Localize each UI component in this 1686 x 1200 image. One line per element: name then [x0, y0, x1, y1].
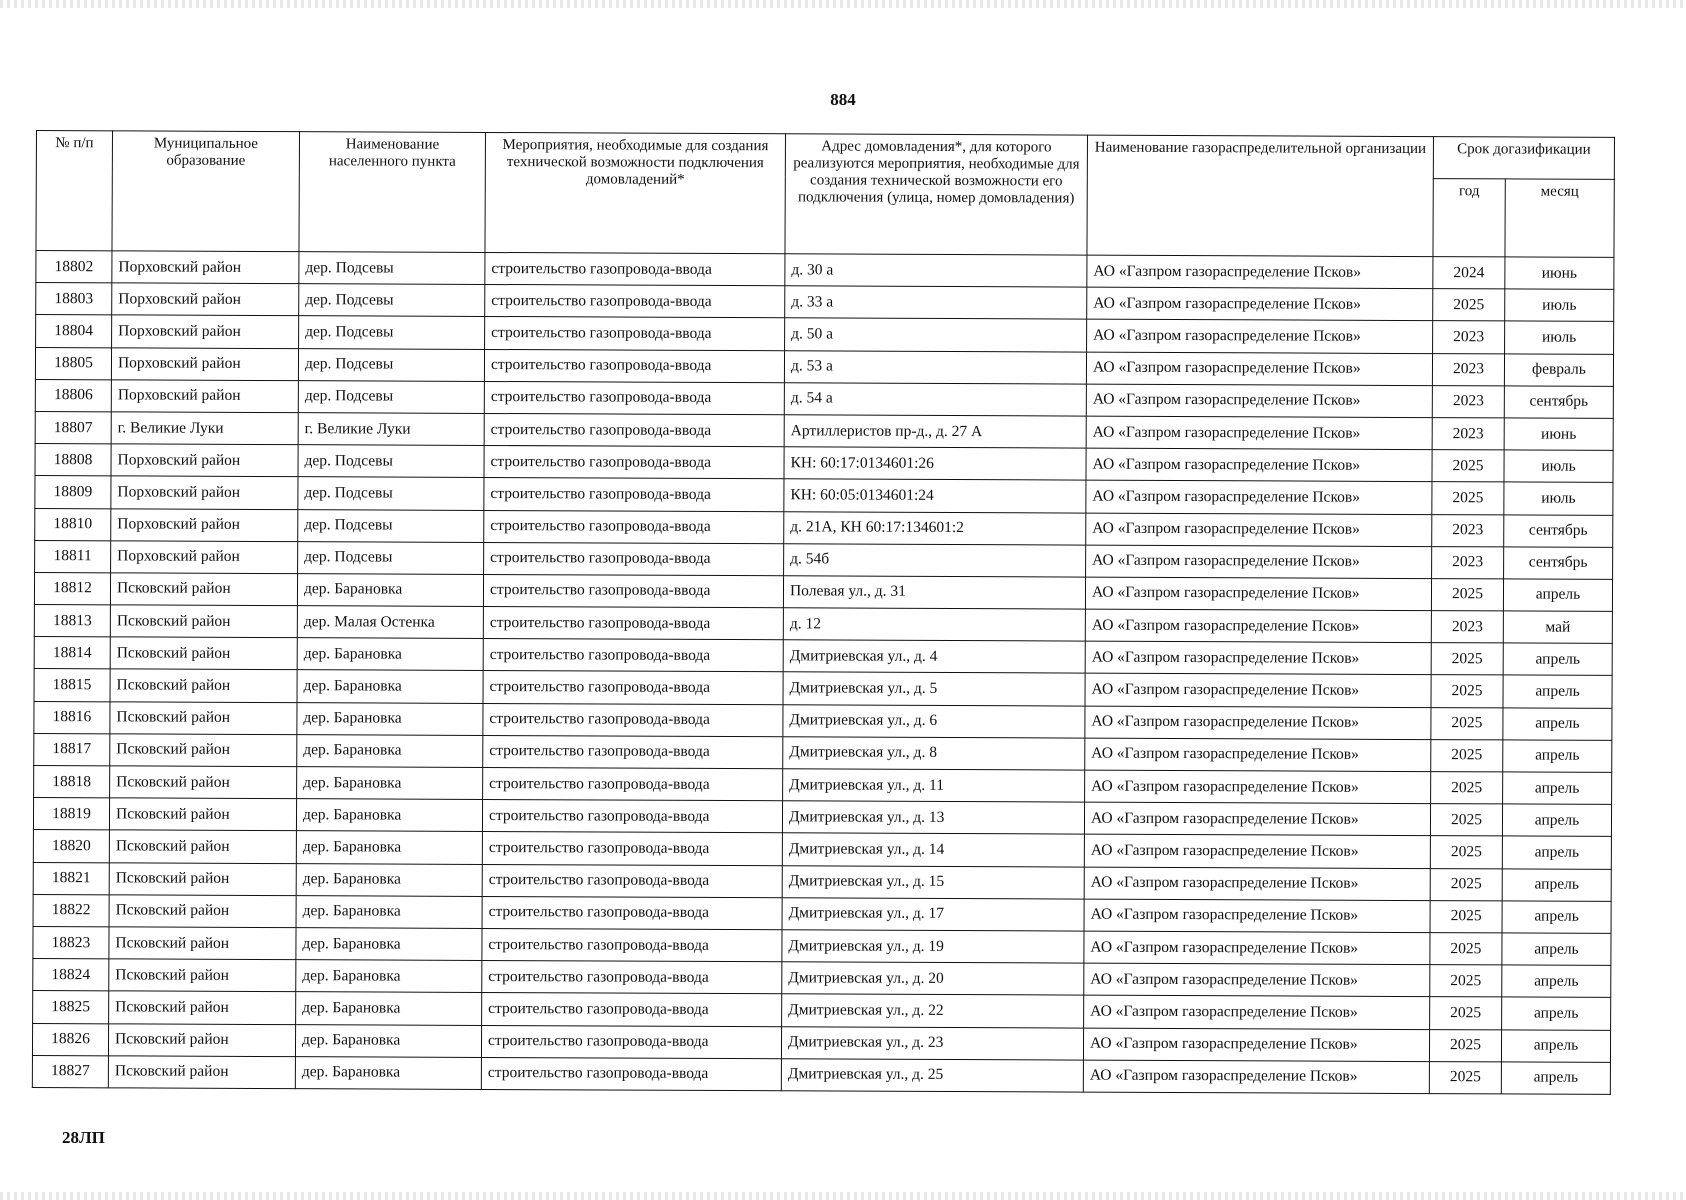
cell-number: 18825: [33, 991, 109, 1024]
cell-address: Дмитриевская ул., д. 17: [782, 898, 1084, 932]
cell-month: июль: [1504, 482, 1613, 515]
cell-address: д. 12: [783, 608, 1085, 642]
page-number: 884: [830, 90, 856, 109]
header-municipality: Муниципальное образование: [112, 131, 300, 252]
cell-year: 2025: [1430, 836, 1502, 869]
cell-locality: дер. Подсевы: [298, 380, 484, 413]
cell-organization: АО «Газпром газораспределение Псков»: [1086, 448, 1432, 482]
table-body: [32, 251, 1614, 1095]
cell-month: май: [1503, 611, 1612, 644]
cell-organization: АО «Газпром газораспределение Псков»: [1084, 834, 1430, 868]
cell-activities: строительство газопровода-ввода: [485, 317, 785, 350]
cell-locality: дер. Барановка: [297, 702, 483, 735]
cell-organization: АО «Газпром газораспределение Псков»: [1086, 513, 1432, 547]
cell-number: 18808: [35, 444, 111, 477]
cell-activities: строительство газопровода-ввода: [483, 735, 783, 768]
cell-year: 2025: [1432, 482, 1504, 515]
cell-number: 18812: [34, 572, 110, 605]
cell-organization: АО «Газпром газораспределение Псков»: [1087, 319, 1433, 353]
cell-number: 18818: [34, 765, 110, 798]
cell-year: 2025: [1430, 965, 1502, 998]
cell-activities: строительство газопровода-ввода: [485, 285, 785, 318]
cell-month: апрель: [1503, 579, 1612, 612]
cell-municipality: Порховский район: [112, 283, 299, 316]
cell-organization: АО «Газпром газораспределение Псков»: [1086, 480, 1432, 514]
header-locality: Наименование населенного пункта: [299, 132, 486, 253]
cell-address: Дмитриевская ул., д. 4: [783, 640, 1085, 674]
cell-address: Дмитриевская ул., д. 6: [783, 704, 1085, 738]
cell-number: 18803: [36, 283, 112, 316]
cell-year: 2023: [1432, 546, 1504, 579]
cell-municipality: Порховский район: [112, 315, 299, 348]
cell-address: д. 21А, КН 60:17:134601:2: [784, 511, 1086, 545]
cell-month: июль: [1505, 289, 1614, 322]
cell-address: Артиллеристов пр-д., д. 27 А: [784, 415, 1086, 449]
cell-organization: АО «Газпром газораспределение Псков»: [1084, 963, 1430, 997]
header-month: месяц: [1505, 179, 1614, 257]
cell-municipality: Порховский район: [111, 541, 298, 574]
cell-year: 2025: [1430, 868, 1502, 901]
cell-address: Дмитриевская ул., д. 19: [782, 930, 1084, 964]
cell-locality: дер. Барановка: [297, 734, 483, 767]
cell-address: Дмитриевская ул., д. 11: [783, 769, 1085, 803]
cell-activities: строительство газопровода-ввода: [484, 510, 784, 543]
cell-locality: дер. Барановка: [297, 638, 483, 671]
cell-number: 18819: [33, 798, 109, 831]
cell-month: сентябрь: [1504, 386, 1613, 419]
cell-municipality: Псковский район: [109, 862, 296, 895]
cell-month: апрель: [1502, 933, 1611, 966]
cell-month: сентябрь: [1504, 514, 1613, 547]
cell-address: д. 50 а: [785, 318, 1087, 352]
cell-locality: дер. Подсевы: [298, 541, 484, 574]
cell-number: 18813: [34, 605, 110, 638]
cell-month: апрель: [1501, 1029, 1610, 1062]
cell-year: 2025: [1433, 289, 1505, 322]
cell-address: Полевая ул., д. 31: [783, 576, 1085, 610]
cell-organization: АО «Газпром газораспределение Псков»: [1084, 995, 1430, 1029]
cell-year: 2025: [1429, 1061, 1501, 1094]
cell-number: 18822: [33, 894, 109, 927]
cell-activities: строительство газопровода-ввода: [483, 607, 783, 640]
cell-activities: строительство газопровода-ввода: [483, 639, 783, 672]
cell-municipality: Порховский район: [111, 508, 298, 541]
cell-organization: АО «Газпром газораспределение Псков»: [1085, 738, 1431, 772]
cell-organization: АО «Газпром газораспределение Псков»: [1085, 609, 1431, 643]
cell-organization: АО «Газпром газораспределение Псков»: [1086, 384, 1432, 418]
cell-activities: строительство газопровода-ввода: [482, 832, 782, 865]
cell-municipality: Порховский район: [111, 476, 298, 509]
cell-month: июль: [1504, 450, 1613, 483]
cell-locality: дер. Барановка: [295, 1056, 481, 1089]
cell-address: д. 54 а: [784, 383, 1086, 417]
cell-activities: строительство газопровода-ввода: [482, 961, 782, 994]
cell-municipality: г. Великие Луки: [111, 412, 298, 445]
cell-month: апрель: [1503, 675, 1612, 708]
cell-address: д. 33 а: [785, 286, 1087, 320]
gasification-table: [32, 130, 1615, 1095]
cell-year: 2023: [1432, 385, 1504, 418]
cell-number: 18816: [34, 701, 110, 734]
cell-activities: строительство газопровода-ввода: [484, 381, 784, 414]
cell-municipality: Порховский район: [111, 347, 298, 380]
cell-locality: дер. Подсевы: [298, 445, 484, 478]
cell-month: апрель: [1503, 740, 1612, 773]
cell-municipality: Порховский район: [111, 444, 298, 477]
cell-organization: АО «Газпром газораспределение Псков»: [1084, 802, 1430, 836]
cell-year: 2025: [1429, 1029, 1501, 1062]
cell-organization: АО «Газпром газораспределение Псков»: [1084, 867, 1430, 901]
cell-year: 2024: [1433, 257, 1505, 290]
cell-activities: строительство газопровода-ввода: [482, 928, 782, 961]
cell-locality: дер. Барановка: [296, 992, 482, 1025]
cell-month: июнь: [1504, 418, 1613, 451]
cell-year: 2025: [1432, 450, 1504, 483]
cell-year: 2025: [1430, 804, 1502, 837]
cell-locality: дер. Барановка: [295, 1024, 481, 1057]
cell-number: 18826: [32, 1023, 108, 1056]
cell-organization: АО «Газпром газораспределение Псков»: [1086, 545, 1432, 579]
cell-month: апрель: [1502, 997, 1611, 1030]
cell-municipality: Псковский район: [109, 830, 296, 863]
cell-year: 2025: [1431, 643, 1503, 676]
cell-address: Дмитриевская ул., д. 15: [782, 865, 1084, 899]
cell-address: д. 30 а: [785, 254, 1087, 288]
cell-activities: строительство газопровода-ввода: [482, 864, 782, 897]
cell-organization: АО «Газпром газораспределение Псков»: [1085, 770, 1431, 804]
cell-month: февраль: [1504, 353, 1613, 386]
cell-municipality: Псковский район: [110, 637, 297, 670]
cell-number: 18806: [35, 379, 111, 412]
cell-year: 2023: [1432, 353, 1504, 386]
header-number: № п/п: [36, 131, 113, 251]
cell-locality: дер. Барановка: [296, 928, 482, 961]
cell-number: 18827: [32, 1055, 108, 1088]
cell-number: 18815: [34, 669, 110, 702]
cell-number: 18804: [36, 315, 112, 348]
cell-month: апрель: [1503, 772, 1612, 805]
header-term: Срок догазификации: [1433, 137, 1614, 180]
cell-year: 2023: [1432, 418, 1504, 451]
cell-locality: дер. Барановка: [296, 799, 482, 832]
cell-year: 2023: [1433, 321, 1505, 354]
cell-municipality: Псковский район: [110, 573, 297, 606]
cell-year: 2025: [1431, 578, 1503, 611]
cell-number: 18820: [33, 830, 109, 863]
cell-municipality: Псковский район: [108, 1056, 295, 1089]
cell-organization: АО «Газпром газораспределение Псков»: [1087, 287, 1433, 321]
cell-address: Дмитриевская ул., д. 8: [783, 737, 1085, 771]
cell-number: 18823: [33, 926, 109, 959]
cell-year: 2023: [1432, 514, 1504, 547]
cell-month: апрель: [1502, 804, 1611, 837]
cell-organization: АО «Газпром газораспределение Псков»: [1085, 641, 1431, 675]
cell-locality: дер. Подсевы: [299, 316, 485, 349]
cell-municipality: Псковский район: [110, 605, 297, 638]
cell-activities: строительство газопровода-ввода: [482, 896, 782, 929]
cell-year: 2025: [1431, 707, 1503, 740]
cell-number: 18814: [34, 637, 110, 670]
cell-number: 18824: [33, 959, 109, 992]
cell-locality: дер. Малая Остенка: [297, 606, 483, 639]
cell-year: 2025: [1430, 997, 1502, 1030]
cell-month: апрель: [1502, 901, 1611, 934]
cell-year: 2025: [1431, 675, 1503, 708]
cell-address: Дмитриевская ул., д. 23: [781, 1026, 1083, 1060]
cell-number: 18807: [35, 411, 111, 444]
cell-month: апрель: [1502, 965, 1611, 998]
cell-year: 2025: [1430, 933, 1502, 966]
cell-address: Дмитриевская ул., д. 5: [783, 672, 1085, 706]
cell-municipality: Порховский район: [112, 251, 299, 284]
cell-municipality: Порховский район: [111, 380, 298, 413]
cell-municipality: Псковский район: [109, 927, 296, 960]
cell-municipality: Псковский район: [109, 895, 296, 928]
cell-address: КН: 60:05:0134601:24: [784, 479, 1086, 513]
cell-activities: строительство газопровода-ввода: [481, 1025, 781, 1058]
header-activities: Мероприятия, необходимые для создания технической возможности подключения домовладений*: [485, 132, 786, 253]
cell-address: д. 54б: [784, 543, 1086, 577]
cell-address: Дмитриевская ул., д. 22: [782, 994, 1084, 1028]
cell-locality: дер. Барановка: [296, 863, 482, 896]
cell-locality: дер. Подсевы: [298, 477, 484, 510]
cell-municipality: Псковский район: [110, 701, 297, 734]
cell-activities: строительство газопровода-ввода: [481, 1057, 781, 1090]
cell-number: 18817: [34, 733, 110, 766]
scan-edge-bottom: [0, 1192, 1686, 1200]
scan-edge-top: [0, 0, 1686, 8]
cell-activities: строительство газопровода-ввода: [483, 767, 783, 800]
cell-activities: строительство газопровода-ввода: [484, 413, 784, 446]
cell-activities: строительство газопровода-ввода: [483, 671, 783, 704]
cell-month: апрель: [1503, 708, 1612, 741]
table-header: [36, 131, 1615, 258]
cell-municipality: Псковский район: [109, 798, 296, 831]
cell-locality: дер. Барановка: [296, 831, 482, 864]
header-address: Адрес домовладения*, для которого реализуются мероприятия, необходимые для создания технической возможности его подключения (улица, номер домовладения): [785, 134, 1088, 255]
cell-address: Дмитриевская ул., д. 13: [782, 801, 1084, 835]
cell-month: июль: [1505, 321, 1614, 354]
cell-number: 18821: [33, 862, 109, 895]
cell-municipality: Псковский район: [108, 1023, 295, 1056]
cell-organization: АО «Газпром газораспределение Псков»: [1083, 1060, 1429, 1094]
cell-number: 18805: [35, 347, 111, 380]
table-row: [32, 1055, 1610, 1094]
cell-month: апрель: [1503, 643, 1612, 676]
cell-year: 2025: [1431, 739, 1503, 772]
cell-locality: дер. Подсевы: [298, 509, 484, 542]
cell-number: 18809: [35, 476, 111, 509]
header-year: год: [1433, 179, 1505, 257]
cell-locality: дер. Подсевы: [299, 252, 485, 285]
cell-year: 2025: [1430, 900, 1502, 933]
cell-month: апрель: [1501, 1062, 1610, 1095]
cell-address: КН: 60:17:0134601:26: [784, 447, 1086, 481]
cell-address: д. 53 а: [784, 350, 1086, 384]
cell-year: 2025: [1431, 772, 1503, 805]
cell-month: сентябрь: [1504, 547, 1613, 580]
cell-locality: дер. Барановка: [297, 574, 483, 607]
cell-municipality: Псковский район: [109, 959, 296, 992]
cell-number: 18802: [36, 251, 112, 284]
cell-activities: строительство газопровода-ввода: [483, 574, 783, 607]
cell-month: апрель: [1502, 868, 1611, 901]
cell-municipality: Псковский район: [110, 734, 297, 767]
cell-address: Дмитриевская ул., д. 20: [782, 962, 1084, 996]
document-code: 28ЛП: [62, 1128, 105, 1147]
cell-organization: АО «Газпром газораспределение Псков»: [1085, 674, 1431, 708]
cell-activities: строительство газопровода-ввода: [483, 703, 783, 736]
cell-number: 18810: [35, 508, 111, 541]
cell-municipality: Псковский район: [109, 991, 296, 1024]
cell-locality: г. Великие Луки: [298, 413, 484, 446]
cell-activities: строительство газопровода-ввода: [482, 993, 782, 1026]
cell-locality: дер. Барановка: [296, 960, 482, 993]
cell-activities: строительство газопровода-ввода: [482, 800, 782, 833]
cell-organization: АО «Газпром газораспределение Псков»: [1083, 1028, 1429, 1062]
cell-activities: строительство газопровода-ввода: [485, 252, 785, 285]
cell-municipality: Псковский район: [110, 766, 297, 799]
cell-organization: АО «Газпром газораспределение Псков»: [1084, 899, 1430, 933]
cell-organization: АО «Газпром газораспределение Псков»: [1085, 577, 1431, 611]
cell-locality: дер. Барановка: [297, 767, 483, 800]
header-organization: Наименование газораспределительной организации: [1087, 135, 1434, 257]
cell-month: апрель: [1502, 836, 1611, 869]
cell-locality: дер. Барановка: [296, 895, 482, 928]
cell-year: 2023: [1431, 611, 1503, 644]
cell-activities: строительство газопровода-ввода: [484, 542, 784, 575]
cell-organization: АО «Газпром газораспределение Псков»: [1084, 931, 1430, 965]
cell-organization: АО «Газпром газораспределение Псков»: [1087, 255, 1433, 289]
cell-activities: строительство газопровода-ввода: [484, 478, 784, 511]
cell-address: Дмитриевская ул., д. 25: [781, 1058, 1083, 1092]
cell-locality: дер. Подсевы: [298, 348, 484, 381]
cell-activities: строительство газопровода-ввода: [484, 349, 784, 382]
cell-address: Дмитриевская ул., д. 14: [782, 833, 1084, 867]
cell-number: 18811: [35, 540, 111, 573]
cell-organization: АО «Газпром газораспределение Псков»: [1085, 706, 1431, 740]
cell-locality: дер. Барановка: [297, 670, 483, 703]
cell-month: июнь: [1505, 257, 1614, 290]
cell-organization: АО «Газпром газораспределение Псков»: [1086, 416, 1432, 450]
cell-organization: АО «Газпром газораспределение Псков»: [1086, 352, 1432, 386]
cell-municipality: Псковский район: [110, 669, 297, 702]
cell-locality: дер. Подсевы: [299, 284, 485, 317]
cell-activities: строительство газопровода-ввода: [484, 446, 784, 479]
